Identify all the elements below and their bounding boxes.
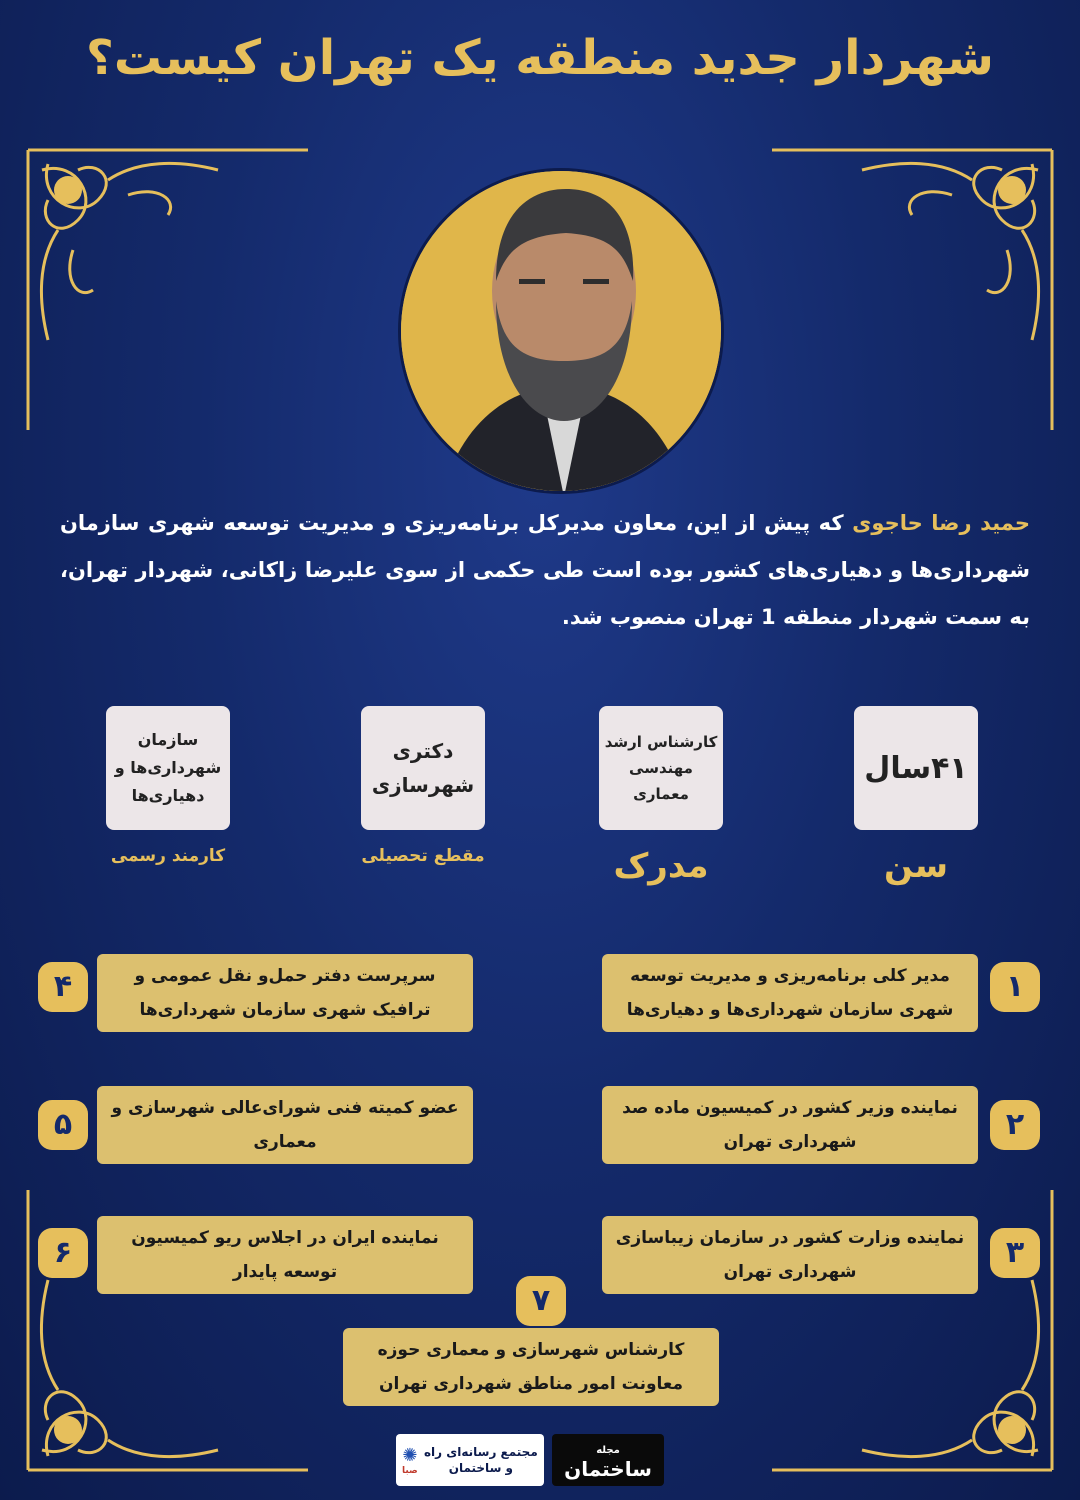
position-item-1: مدیر کلی برنامه‌ریزی و مدیریت توسعه شهری سازمان شهرداری‌ها و دهیاری‌ها [602, 954, 978, 1032]
position-number-7: ۷ [516, 1276, 566, 1326]
info-label-employment: کارمند رسمی [110, 846, 226, 866]
position-item-5: عضو کمیته فنی شورای‌عالی شهرسازی و معماری [97, 1086, 473, 1164]
media-logo-short: صبا [402, 1465, 418, 1476]
position-number-2: ۲ [990, 1100, 1040, 1150]
info-label-degree: مدرک [613, 846, 709, 886]
magazine-logo [552, 1434, 664, 1486]
media-logo [396, 1434, 544, 1486]
position-item-4: سرپرست دفتر حمل‌و نقل عمومی و ترافیک شهری سازمان شهرداری‌ها [97, 954, 473, 1032]
info-label-age: سن [883, 846, 949, 886]
info-box-age: ۴۱سال [854, 706, 978, 830]
info-box-degree: کارشناس ارشد مهندسی معماری [599, 706, 723, 830]
page-title: شهردار جدید منطقه یک تهران کیست؟ [86, 30, 994, 86]
corner-ornament-top-left [18, 140, 318, 440]
info-box-education: دکتری شهرسازی [361, 706, 485, 830]
footer-logos [396, 1434, 664, 1486]
position-item-2: نماینده وزیر کشور در کمیسیون ماده صد شهرداری تهران [602, 1086, 978, 1164]
position-item-7: کارشناس شهرسازی و معماری حوزه معاونت امور مناطق شهرداری تهران [343, 1328, 719, 1406]
position-item-6: نماینده ایران در اجلاس ریو کمیسیون توسعه پایدار [97, 1216, 473, 1294]
position-number-1: ۱ [990, 962, 1040, 1012]
media-emblem-icon: ✺ [402, 1444, 418, 1466]
corner-ornament-top-right [762, 140, 1062, 440]
bio-text: که پیش از این، معاون مدیرکل برنامه‌ریزی و مدیریت توسعه شهری سازمان شهرداری‌ها و دهیاری‌های کشور بوده است طی حکمی از سوی علیرضا زاکانی، شهردار تهران، به سمت شهردار منطقه 1 تهران منصوب شد. [60, 511, 1030, 629]
magazine-logo-small: مجله [596, 1445, 620, 1456]
magazine-logo-text: ساختمان [564, 1457, 652, 1481]
info-label-education: مقطع تحصیلی [361, 846, 485, 866]
position-number-5: ۵ [38, 1100, 88, 1150]
portrait-photo [398, 168, 724, 494]
bio-paragraph [60, 500, 1030, 641]
position-item-3: نماینده وزارت کشور در سازمان زیباسازی شهرداری تهران [602, 1216, 978, 1294]
position-number-3: ۳ [990, 1228, 1040, 1278]
position-number-4: ۴ [38, 962, 88, 1012]
media-logo-text: مجتمع رسانه‌ای راه و ساختمان [423, 1445, 538, 1475]
info-box-employment: سازمان شهرداری‌ها و دهیاری‌ها [106, 706, 230, 830]
person-name: حمید رضا حاجوی [852, 511, 1030, 535]
position-number-6: ۶ [38, 1228, 88, 1278]
